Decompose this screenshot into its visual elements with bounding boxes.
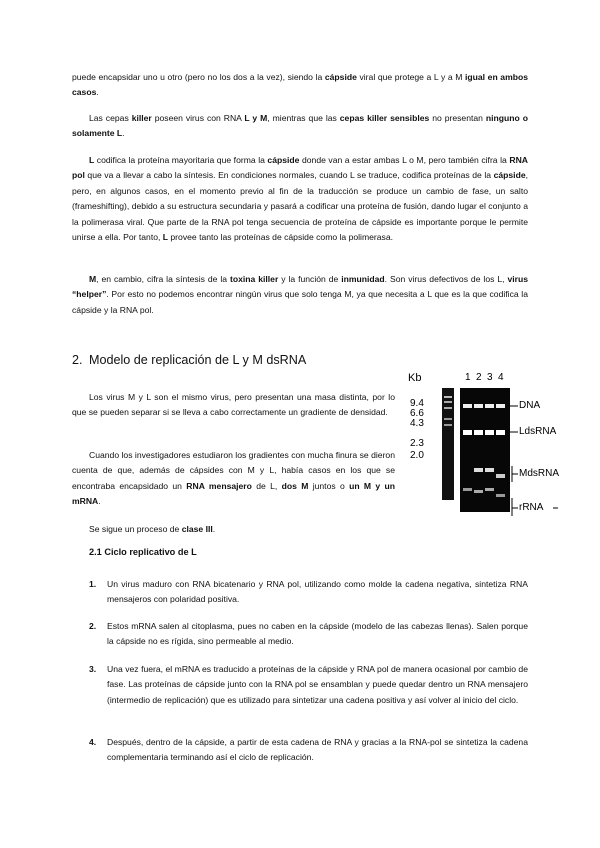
section-heading-2: 2. Modelo de replicación de L y M dsRNA	[72, 353, 307, 367]
gel-lane-label: 3	[487, 372, 493, 383]
gel-marker-label: 2.3	[410, 438, 424, 449]
paragraph-capsid-continuation: puede encapsidar uno u otro (pero no los dos a la vez), siendo la cápside viral que protege a L y a M igual en ambos casos.	[72, 72, 528, 98]
gel-marker-label: 9.4	[410, 398, 424, 409]
paragraph-mass-difference: Los virus M y L son el mismo virus, pero presentan una masa distinta, por lo que se pueden separar si se lleva a cabo correctamente un gradiente de densidad.	[72, 392, 395, 418]
gel-marker-label: 2.0	[410, 450, 424, 461]
gel-band-label: rRNA	[519, 502, 544, 513]
paragraph-class-iii: Se sigue un proceso de clase III.	[89, 524, 216, 534]
list-item: 1. Un virus maduro con RNA bicatenario y RNA pol, utilizando como molde la cadena negativa, sintetiza RNA mensajeros con polaridad positiva.	[89, 579, 528, 605]
section-heading-2-1: 2.1 Ciclo replicativo de L	[89, 547, 197, 557]
gel-marker-label: 4.3	[410, 418, 424, 429]
gel-marker-label: 6.6	[410, 408, 424, 419]
list-item: 3. Una vez fuera, el mRNA es traducido a proteínas de la cápside y RNA pol de manera ocasional por cambio de fase. Las proteínas de cápside junto con la RNA pol se ensamblan y puede quedar dentro un RNA mensajero (intermedio de replicación) que es utilizado para sintetizar una cadena positiva y así volver al inicio del ciclo.	[89, 664, 528, 705]
marker-lane	[442, 388, 454, 500]
gel-lane-label: 2	[476, 372, 482, 383]
gel-band-label: MdsRNA	[519, 468, 560, 479]
gel-lane-label: 1	[465, 372, 471, 383]
paragraph-gradient-findings: Cuando los investigadores estudiaron los gradientes con mucha finura se dieron cuenta de que, además de cápsides con M y L, había casos en los que se encontraba encapsidado un RNA mensajero de L, dos M juntos o un M y un mRNA.	[72, 450, 396, 507]
gel-band-label: LdsRNA	[519, 426, 557, 437]
gel-kb-label: Kb	[408, 372, 422, 384]
gel-band-label: DNA	[519, 400, 541, 411]
paragraph-m-encodes: M, en cambio, cifra la síntesis de la toxina killer y la función de inmunidad. Son virus defectivos de los L, virus “helper”. Por esto no podemos encontrar ningún virus que solo tenga M, ya que necesita a L que es la que codifica la cápside y la RNA pol.	[72, 274, 528, 315]
paragraph-l-encodes: L codifica la proteína mayoritaria que forma la cápside donde van a estar ambas L o M, pero también cifra la RNA pol que va a llevar a cabo la síntesis. En condiciones normales, cuando L se traduce, codifica proteínas de la cápside, pero, en algunos casos, en el momento previo al fin de la traducción se produce un cambio de fase, un salto (frameshifting), debido a su estructura secundaria y pasará a codificar una proteína de fusión, dando lugar el conjunto a la polimerasa viral. Que parte de la RNA pol tenga secuencia de proteína de cápside es importante porque le permite unirse a ella. Por tanto, L provee tanto las proteínas de cápside como la polimerasa.	[72, 155, 528, 243]
list-item: 2. Estos mRNA salen al citoplasma, pues no caben en la cápside (modelo de las cabezas llenas). Salen porque la cápside no es rígida, sino permeable al medio.	[89, 621, 528, 647]
list-item: 4. Después, dentro de la cápside, a partir de esta cadena de RNA y gracias a la RNA-pol se sintetiza la cadena complementaria terminando así el ciclo de replicación.	[89, 737, 528, 763]
gel-lane-label: 4	[498, 372, 504, 383]
paragraph-killer-strains: Las cepas killer poseen virus con RNA L y M, mientras que las cepas killer sensibles no presentan ninguno o solamente L.	[72, 113, 528, 139]
gel-electrophoresis-figure	[408, 370, 558, 530]
